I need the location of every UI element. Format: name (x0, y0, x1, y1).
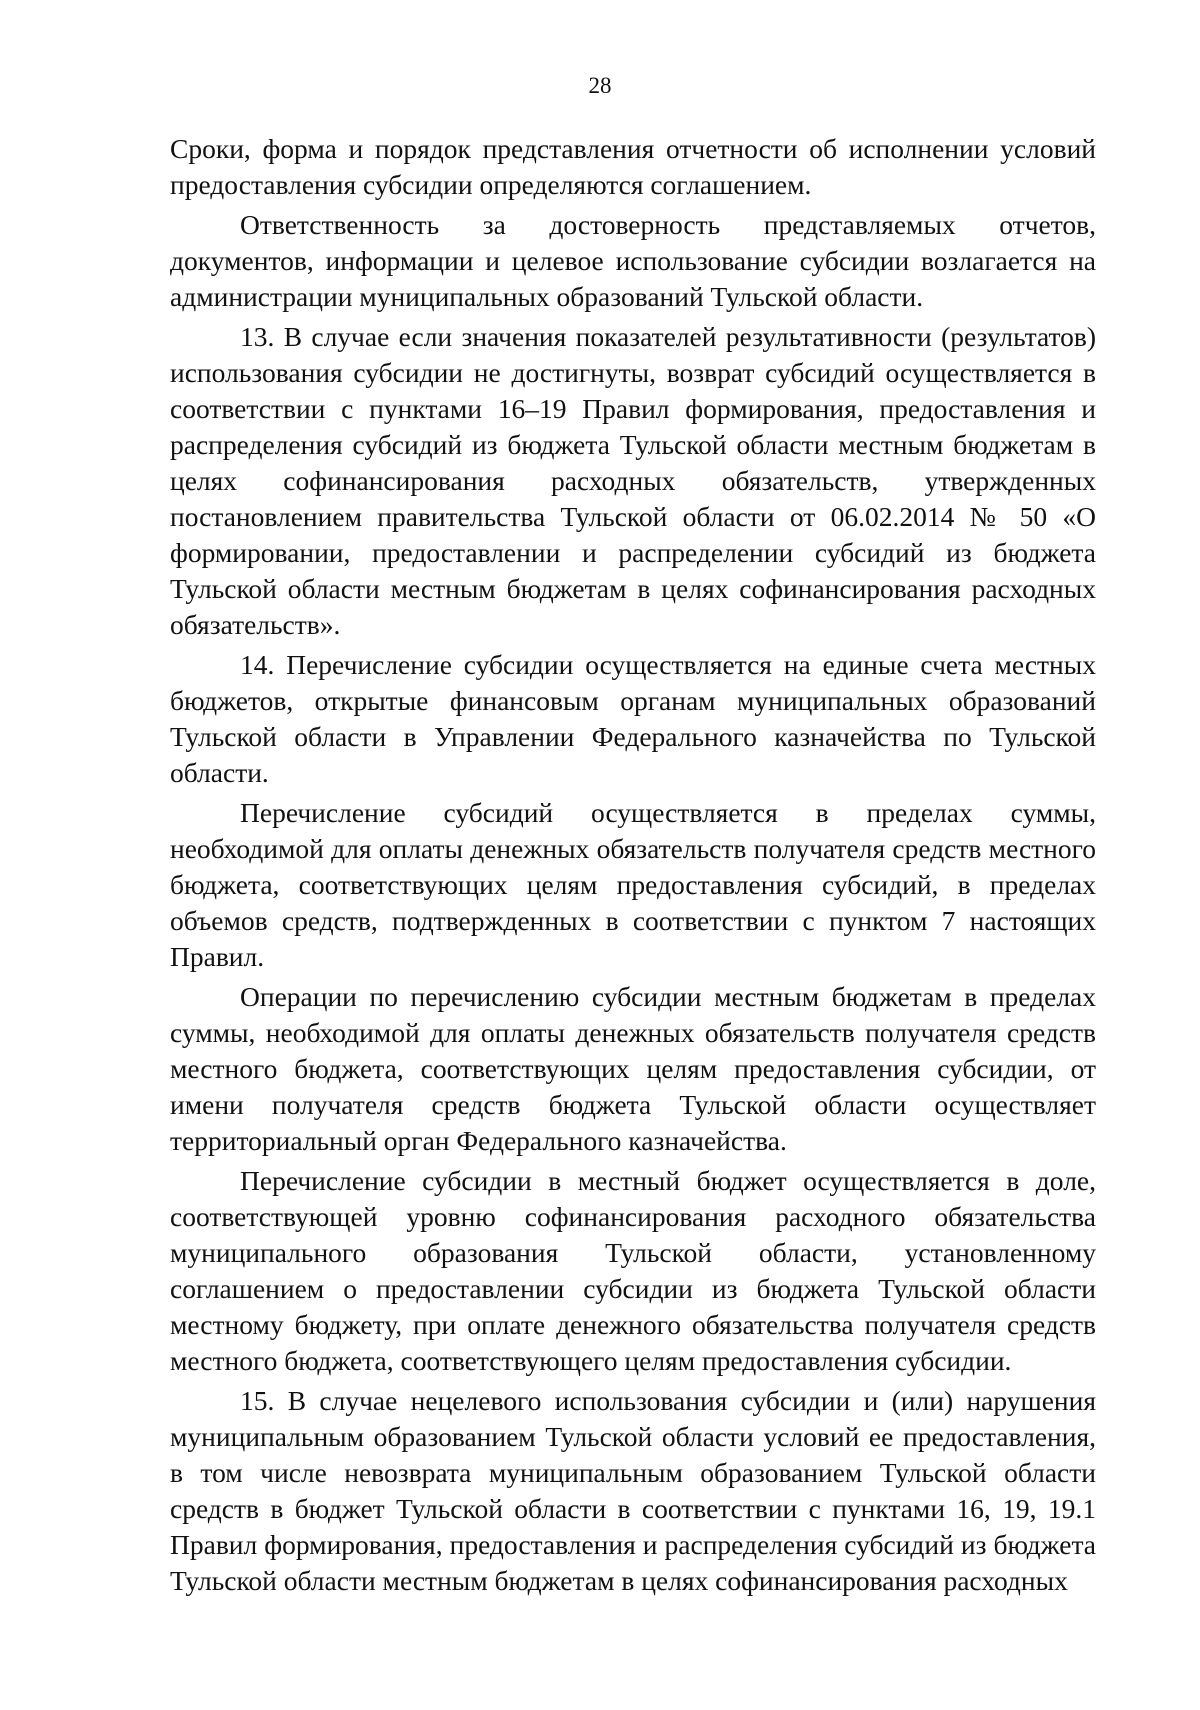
paragraph-clause-13: 13. В случае если значения показателей результативности (результатов) использования субсидии не достигнуты, возврат субсидий осуществляется в соответствии с пунктами 16–19 Правил формирования, предоставления и распределения субсидий из бюджета Тульской области местным бюджетам в целях софинансирования расходных обязательств, утвержденных постановлением правительства Тульской области от 06.02.2014 № 50 «О формировании, предоставлении и распределении субсидий из бюджета Тульской области местным бюджетам в целях софинансирования расходных обязательств». (170, 321, 1096, 640)
paragraph-clause-15: 15. В случае нецелевого использования субсидии и (или) нарушения муниципальным образованием Тульской области условий ее предоставления, в том числе невозврата муниципальным образованием Тульской области средств в бюджет Тульской области в соответствии с пунктами 16, 19, 19.1 Правил формирования, предоставления и распределения субсидий из бюджета Тульской области местным бюджетам в целях софинансирования расходных (170, 1385, 1096, 1596)
paragraph-transfer-operations: Операции по перечислению субсидии местным бюджетам в пределах суммы, необходимой для оплаты денежных обязательств получателя средств местного бюджета, соответствующих целям предоставления субсидии, от имени получателя средств бюджета Тульской области осуществляет территориальный орган Федерального казначейства. (170, 981, 1096, 1156)
paragraph-reporting-terms: Сроки, форма и порядок представления отчетности об исполнении условий предоставления субсидии определяются соглашением. (170, 133, 1096, 200)
paragraph-clause-14: 14. Перечисление субсидии осуществляется на единые счета местных бюджетов, открытые финансовым органам муниципальных образований Тульской области в Управлении Федерального казначейства по Тульской области. (170, 649, 1096, 788)
document-body (170, 131, 1096, 1603)
paragraph-transfer-limits: Перечисление субсидий осуществляется в пределах суммы, необходимой для оплаты денежных обязательств получателя средств местного бюджета, соответствующих целям предоставления субсидий, в пределах объемов средств, подтвержденных в соответствии с пунктом 7 настоящих Правил. (170, 797, 1096, 972)
paragraph-transfer-share: Перечисление субсидии в местный бюджет осуществляется в доле, соответствующей уровню софинансирования расходного обязательства муниципального образования Тульской области, установленному соглашением о предоставлении субсидии из бюджета Тульской области местному бюджету, при оплате денежного обязательства получателя средств местного бюджета, соответствующего целям предоставления субсидии. (170, 1165, 1096, 1376)
paragraph-responsibility: Ответственность за достоверность представляемых отчетов, документов, информации и целевое использование субсидии возлагается на администрации муниципальных образований Тульской области. (170, 209, 1096, 312)
page-number: 28 (588, 73, 612, 98)
